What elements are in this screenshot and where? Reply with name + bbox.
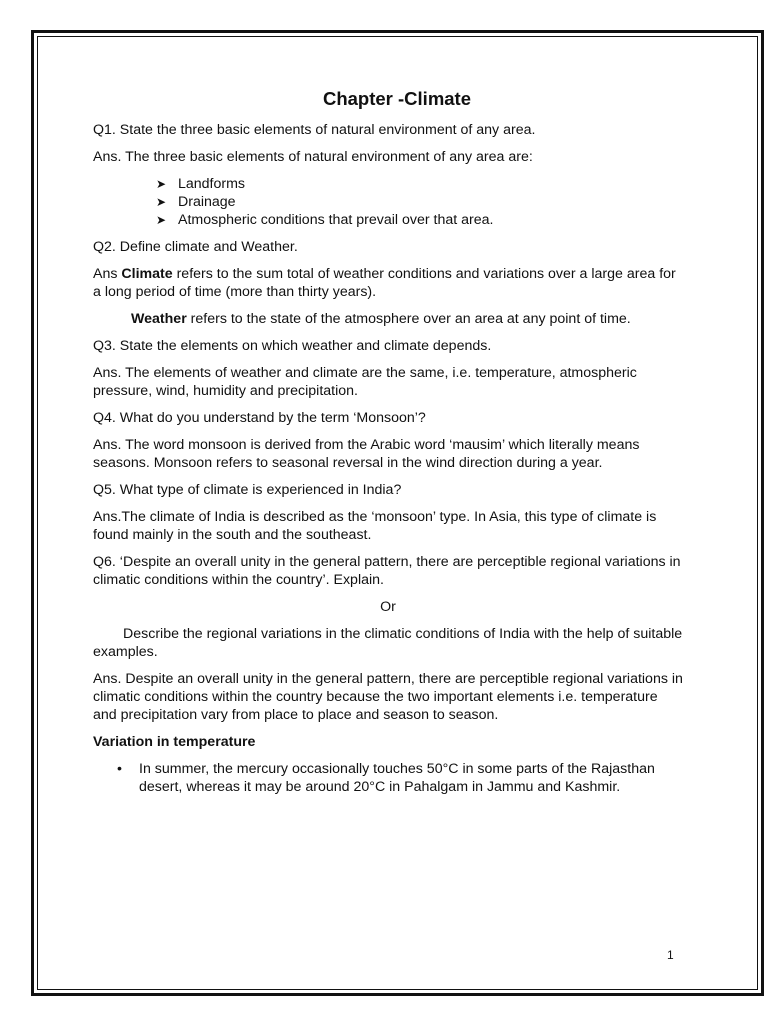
temperature-bullets	[93, 760, 683, 796]
question-6-alternate: Describe the regional variations in the climatic conditions of India with the help of suitable examples.	[93, 626, 683, 660]
term-weather: Weather	[131, 311, 187, 327]
page-title: Chapter -Climate	[322, 88, 472, 109]
section-heading: Variation in temperature	[93, 734, 256, 750]
page-number: 1	[667, 948, 674, 962]
question-1: Q1. State the three basic elements of natural environment of any area.	[93, 122, 536, 138]
arrow-bullet-icon: ➤	[156, 195, 167, 209]
document-content	[93, 88, 683, 796]
bullet-dot-icon: •	[117, 761, 122, 777]
question-2: Q2. Define climate and Weather.	[93, 239, 298, 255]
question-4: Q4. What do you understand by the term ‘Monsoon’?	[93, 410, 426, 426]
answer-4: Ans. The word monsoon is derived from the Arabic word ‘mausim’ which literally means seasons. Monsoon refers to seasonal reversal in the wind direction during a year.	[93, 437, 640, 471]
arrow-bullet-icon: ➤	[156, 177, 167, 191]
question-5: Q5. What type of climate is experienced in India?	[93, 482, 402, 498]
answer-2-weather: Weather refers to the state of the atmosphere over an area at any point of time.	[93, 310, 683, 328]
answer-2-climate: Ans Climate refers to the sum total of weather conditions and variations over a large area for a long period of time (more than thirty years).	[93, 266, 676, 300]
list-item: • In summer, the mercury occasionally touches 50°C in some parts of the Rajasthan desert, whereas it may be around 20°C in Pahalgam in Jammu and Kashmir.	[117, 761, 655, 795]
answer-3: Ans. The elements of weather and climate are the same, i.e. temperature, atmospheric pressure, wind, humidity and precipitation.	[93, 365, 637, 399]
arrow-bullet-icon: ➤	[156, 213, 167, 227]
answer-5: Ans.The climate of India is described as the ‘monsoon’ type. In Asia, this type of climate is found mainly in the south and the southeast.	[93, 509, 657, 543]
question-6: Q6. ‘Despite an overall unity in the general pattern, there are perceptible regional variations in climatic conditions within the country’. Explain.	[93, 554, 681, 588]
term-climate: Climate	[121, 266, 173, 282]
list-item: ➤ Atmospheric conditions that prevail over that area.	[156, 212, 494, 228]
answer-1-list	[93, 175, 683, 229]
answer-6: Ans. Despite an overall unity in the general pattern, there are perceptible regional variations in climatic conditions within the country because the two important elements i.e. temperature and precipitation vary from place to place and season to season.	[93, 671, 683, 723]
answer-1-intro: Ans. The three basic elements of natural environment of any area are:	[93, 149, 533, 165]
list-item: ➤ Drainage	[156, 194, 236, 210]
list-item: ➤ Landforms	[156, 176, 246, 192]
or-separator: Or	[380, 599, 396, 615]
question-3: Q3. State the elements on which weather and climate depends.	[93, 338, 492, 354]
